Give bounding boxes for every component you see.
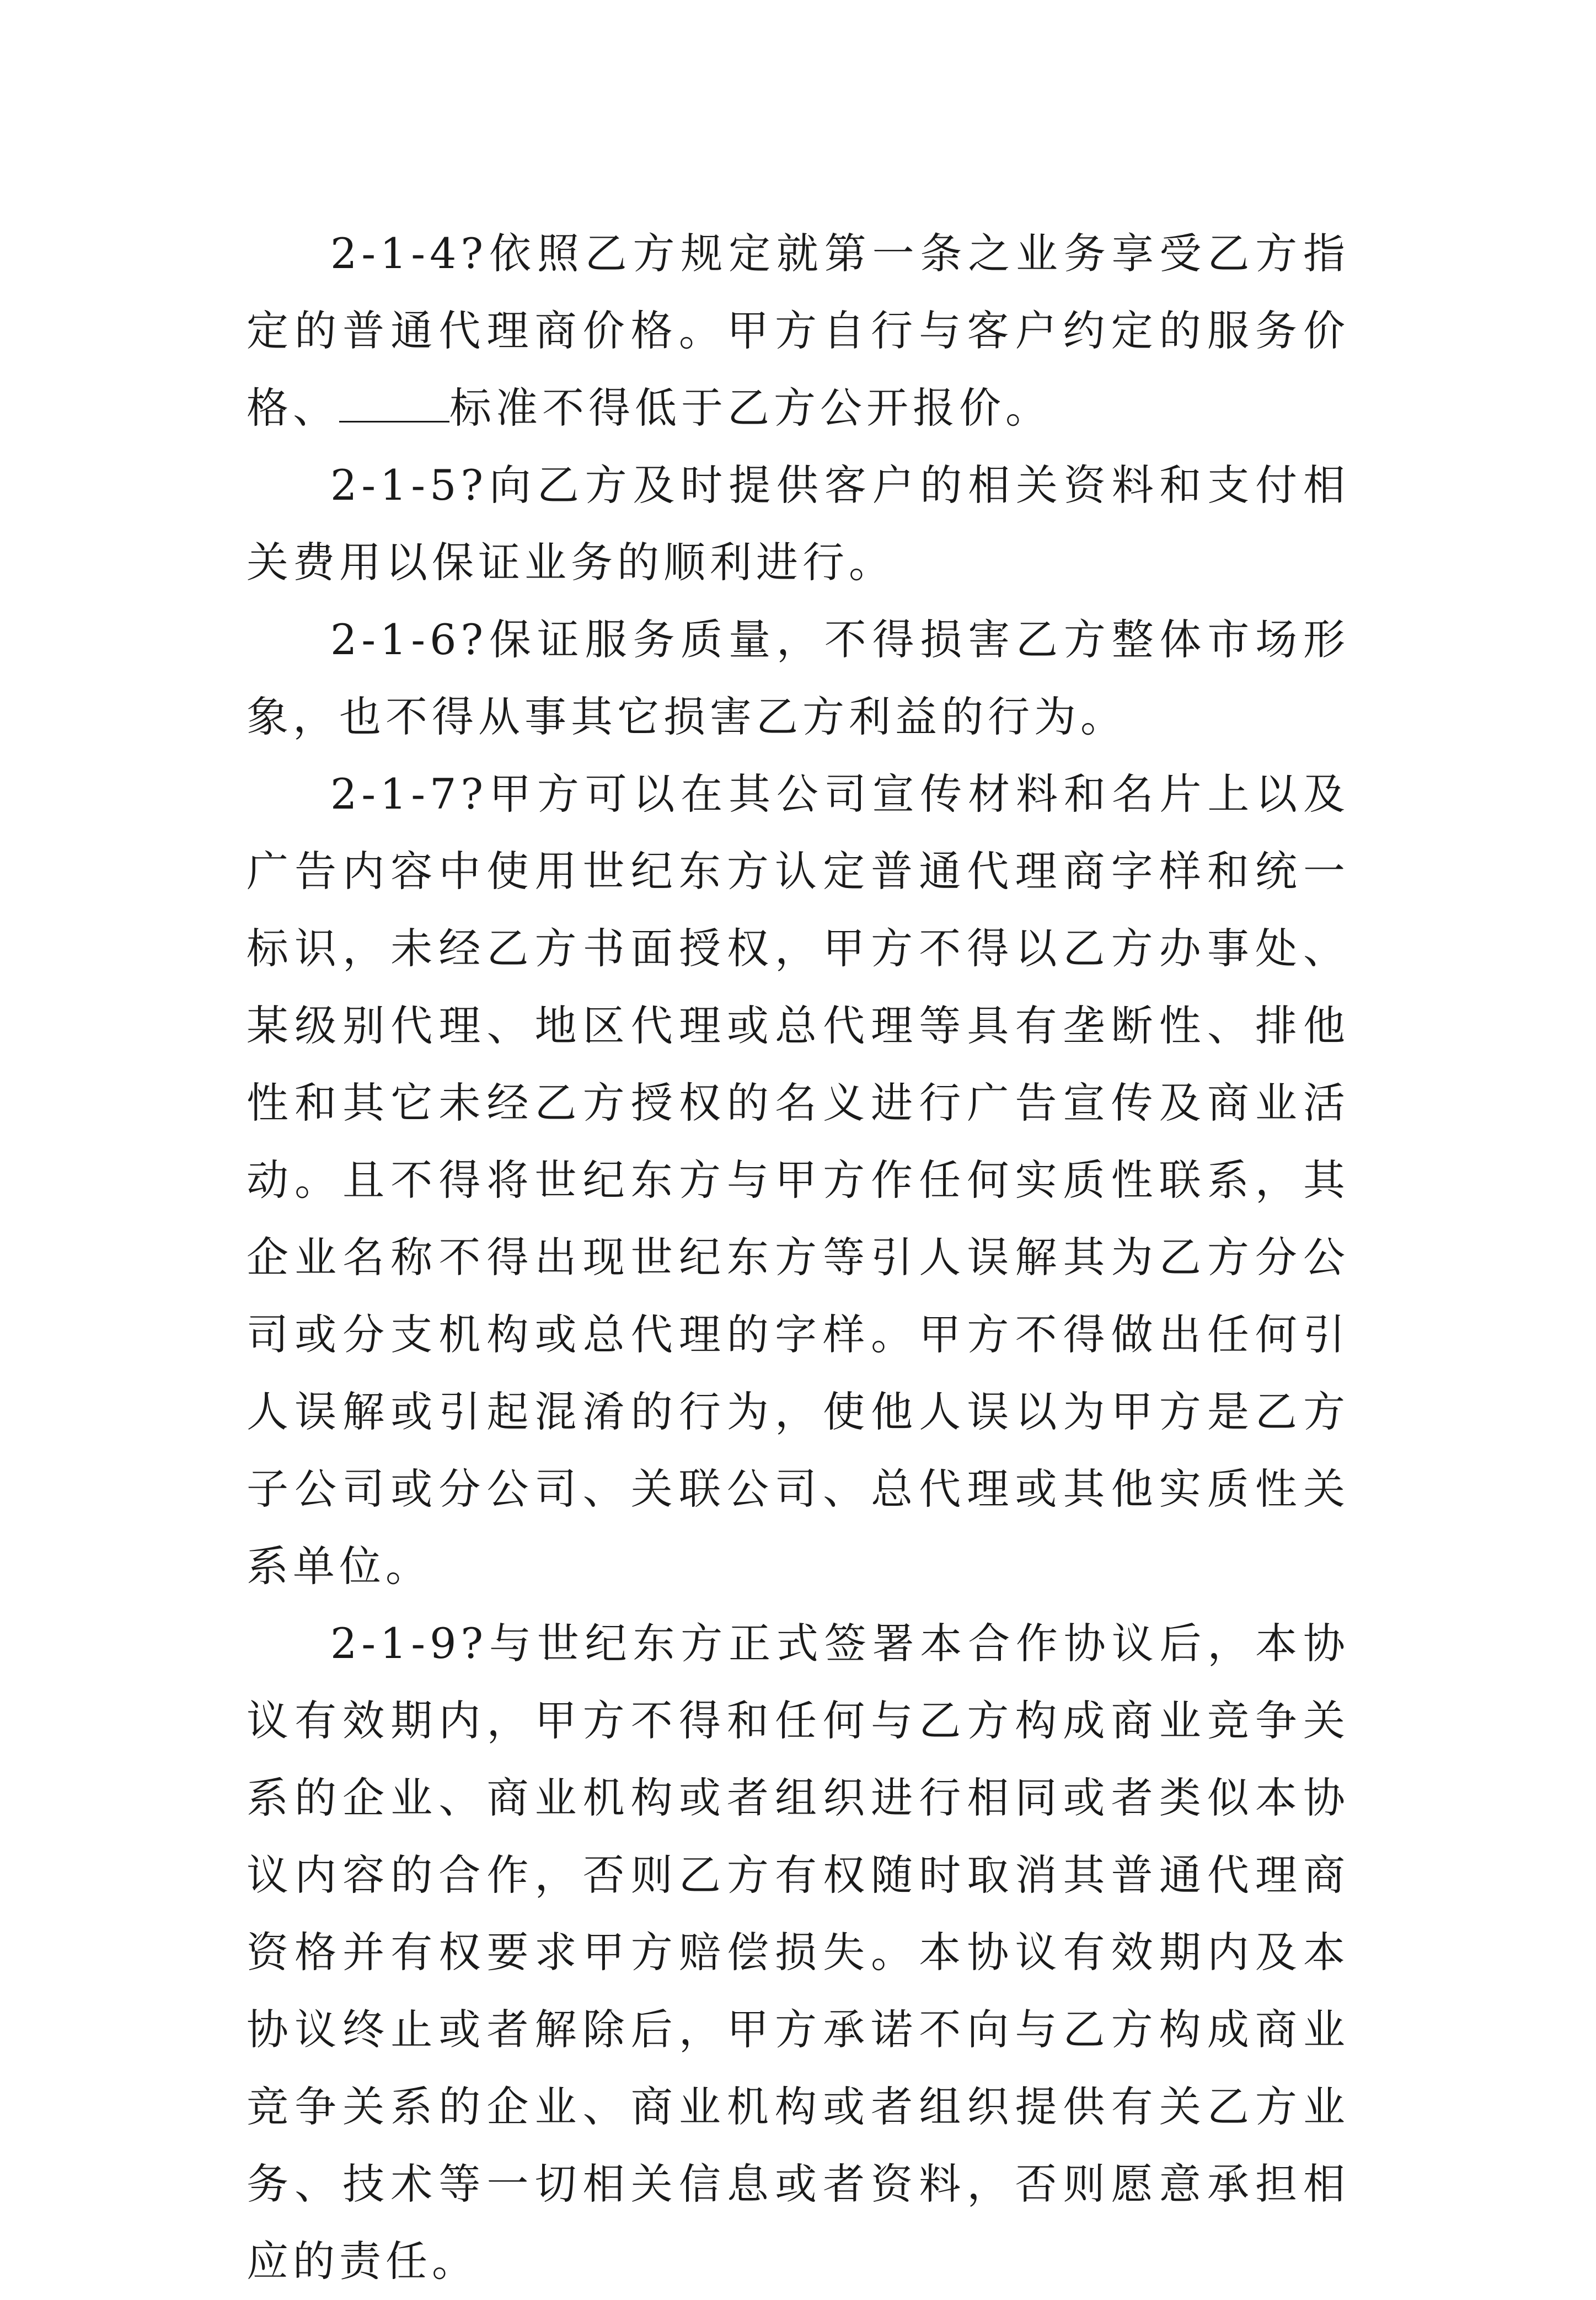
fill-in-blank — [339, 388, 449, 422]
clause-2-1-5: 2-1-5?向乙方及时提供客户的相关资料和支付相关费用以保证业务的顺利进行。 — [247, 461, 1349, 587]
clause-2-1-7: 2-1-7?甲方可以在其公司宣传材料和名片上以及广告内容中使用世纪东方认定普通代理商字样和统一标识，未经乙方书面授权，甲方不得以乙方办事处、某级别代理、地区代理或总代理等具有垄断性、排他性和其它未经乙方授权的名义进行广告宣传及商业活动。且不得将世纪东方与甲方作任何实质性联系，其企业名称不得出现世纪东方等引人误解其为乙方分公司或分支机构或总代理的字样。甲方不得做出任何引人误解或引起混淆的行为，使他人误以为甲方是乙方子公司或分公司、关联公司、总代理或其他实质性关系单位。 — [247, 769, 1349, 1591]
clause-2-1-4 — [247, 215, 1349, 447]
clause-2-1-4-text: 2-1-4?依照乙方规定就第一条之业务享受乙方指定的普通代理商价格。甲方自行与客户约定的服务价格、 — [247, 229, 1349, 432]
clause-2-1-4-text-continued: 标准不得低于乙方公开报价。 — [449, 383, 1052, 432]
clause-2-1-6: 2-1-6?保证服务质量，不得损害乙方整体市场形象，也不得从事其它损害乙方利益的行为。 — [247, 615, 1349, 741]
clause-2-1-9: 2-1-9?与世纪东方正式签署本合作协议后，本协议有效期内，甲方不得和任何与乙方构成商业竞争关系的企业、商业机构或者组织进行相同或者类似本协议内容的合作，否则乙方有权随时取消其普通代理商资格并有权要求甲方赔偿损失。本协议有效期内及本协议终止或者解除后，甲方承诺不向与乙方构成商业竞争关系的企业、商业机构或者组织提供有关乙方业务、技术等一切相关信息或者资料，否则愿意承担相应的责任。 — [247, 1619, 1349, 2286]
document-body — [247, 215, 1349, 2300]
